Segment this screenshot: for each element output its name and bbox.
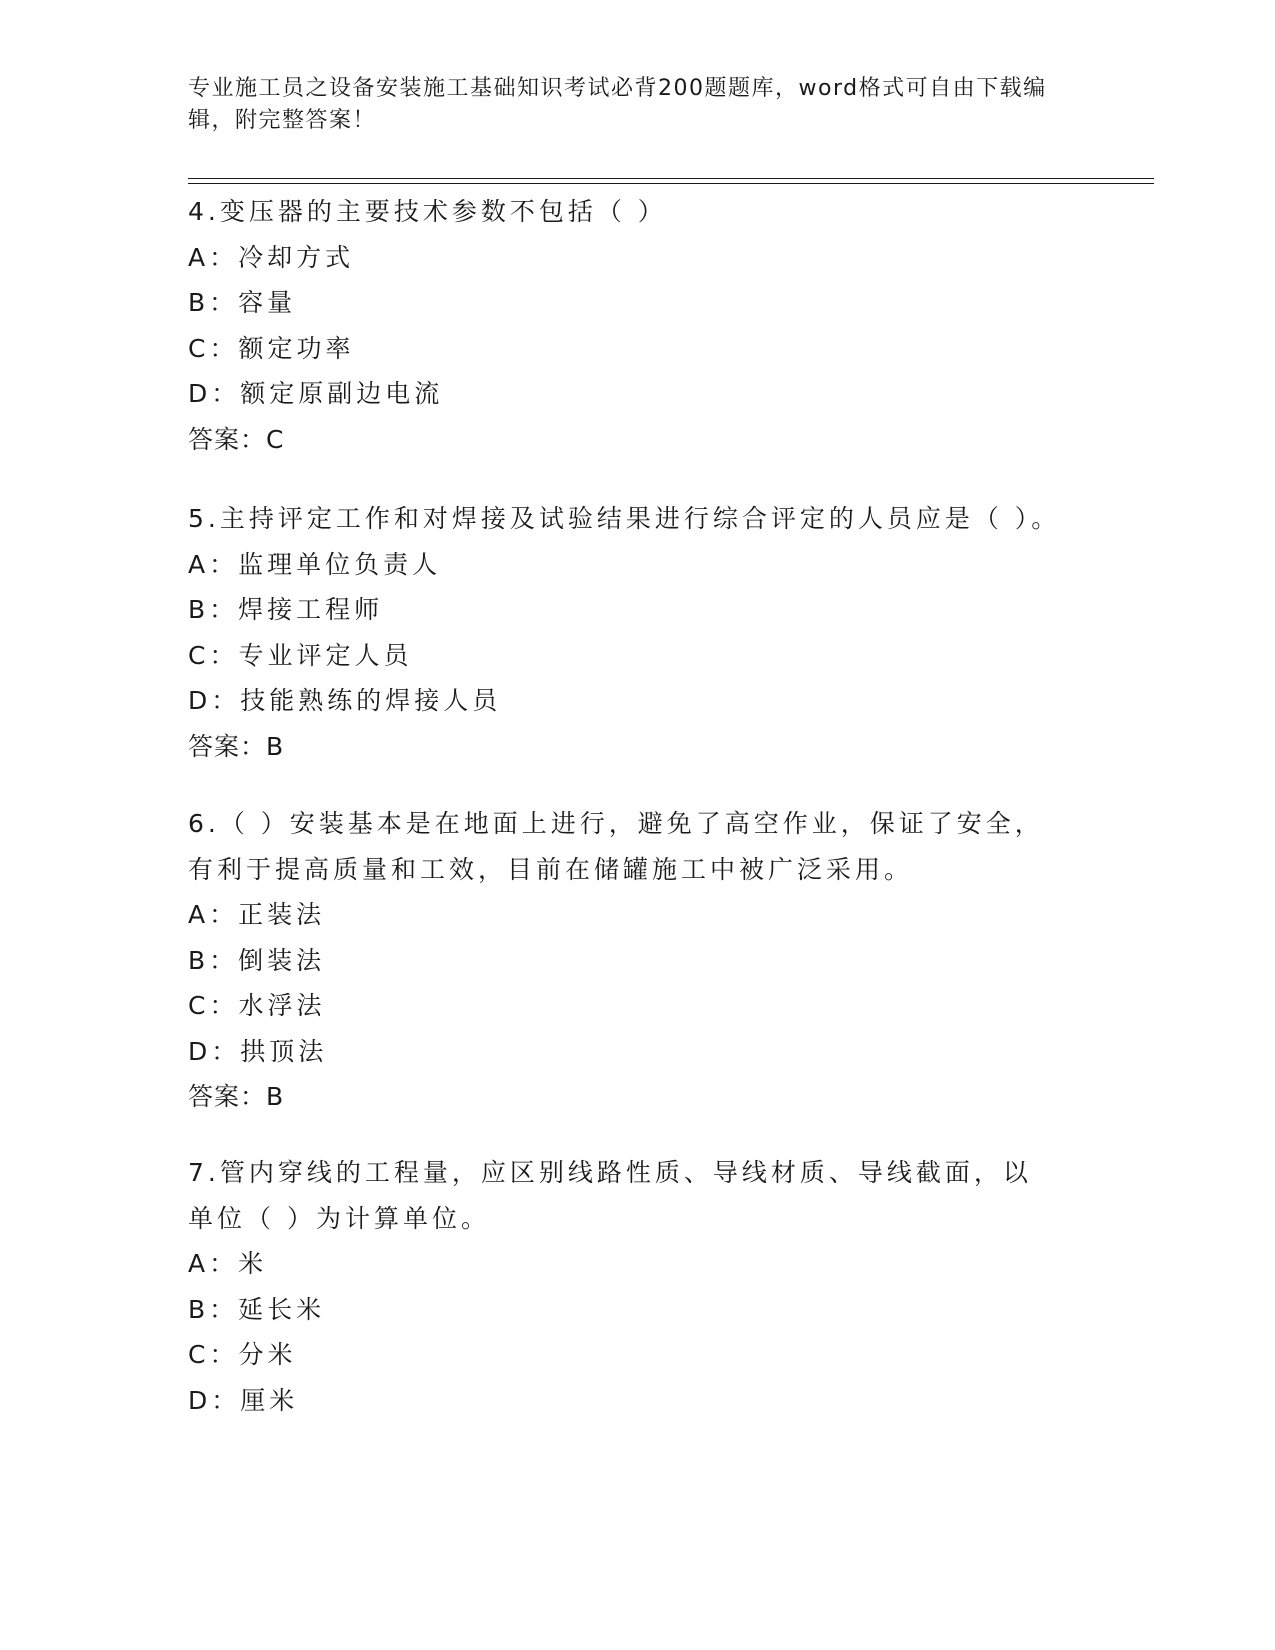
question-stem: 4.变压器的主要技术参数不包括（ ） <box>188 197 667 226</box>
question-block-4 <box>188 189 1088 462</box>
option-a: A：正装法 <box>188 900 326 929</box>
question-block-6 <box>188 801 1058 1120</box>
question-stem: 5.主持评定工作和对焊接及试验结果进行综合评定的人员应是（ ）。 <box>188 504 1061 533</box>
option-c: C：水浮法 <box>188 991 326 1020</box>
answer-line: 答案：C <box>188 424 285 454</box>
answer-line: 答案：B <box>188 1082 285 1111</box>
option-d: D：技能熟练的焊接人员 <box>188 686 502 715</box>
option-b: B：倒装法 <box>188 945 326 975</box>
document-header-title: 专业施工员之设备安装施工基础知识考试必背200题题库，word格式可自由下载编辑，附完整答案！ <box>188 76 1047 133</box>
question-block-7 <box>188 1150 1058 1423</box>
question-block-5 <box>188 496 1088 769</box>
header-divider-top <box>188 178 1154 179</box>
option-d: D：额定原副边电流 <box>188 379 444 408</box>
option-a: A：冷却方式 <box>188 242 355 272</box>
option-a: A：米 <box>188 1249 268 1278</box>
option-b: B：容量 <box>188 288 297 317</box>
answer-line: 答案：B <box>188 731 285 761</box>
option-c: C：额定功率 <box>188 333 355 363</box>
option-d: D：厘米 <box>188 1385 299 1415</box>
option-b: B：焊接工程师 <box>188 595 384 624</box>
header-divider-bottom <box>188 183 1154 184</box>
option-c: C：专业评定人员 <box>188 640 413 670</box>
option-a: A：监理单位负责人 <box>188 549 442 579</box>
option-b: B：延长米 <box>188 1294 326 1324</box>
question-stem: 6.（ ）安装基本是在地面上进行，避免了高空作业，保证了安全，有利于提高质量和工效，目前在储罐施工中被广泛采用。 <box>188 809 1044 884</box>
option-d: D：拱顶法 <box>188 1036 328 1066</box>
option-c: C：分米 <box>188 1340 297 1369</box>
question-stem: 7.管内穿线的工程量，应区别线路性质、导线材质、导线截面，以单位（ ）为计算单位。 <box>188 1158 1032 1233</box>
